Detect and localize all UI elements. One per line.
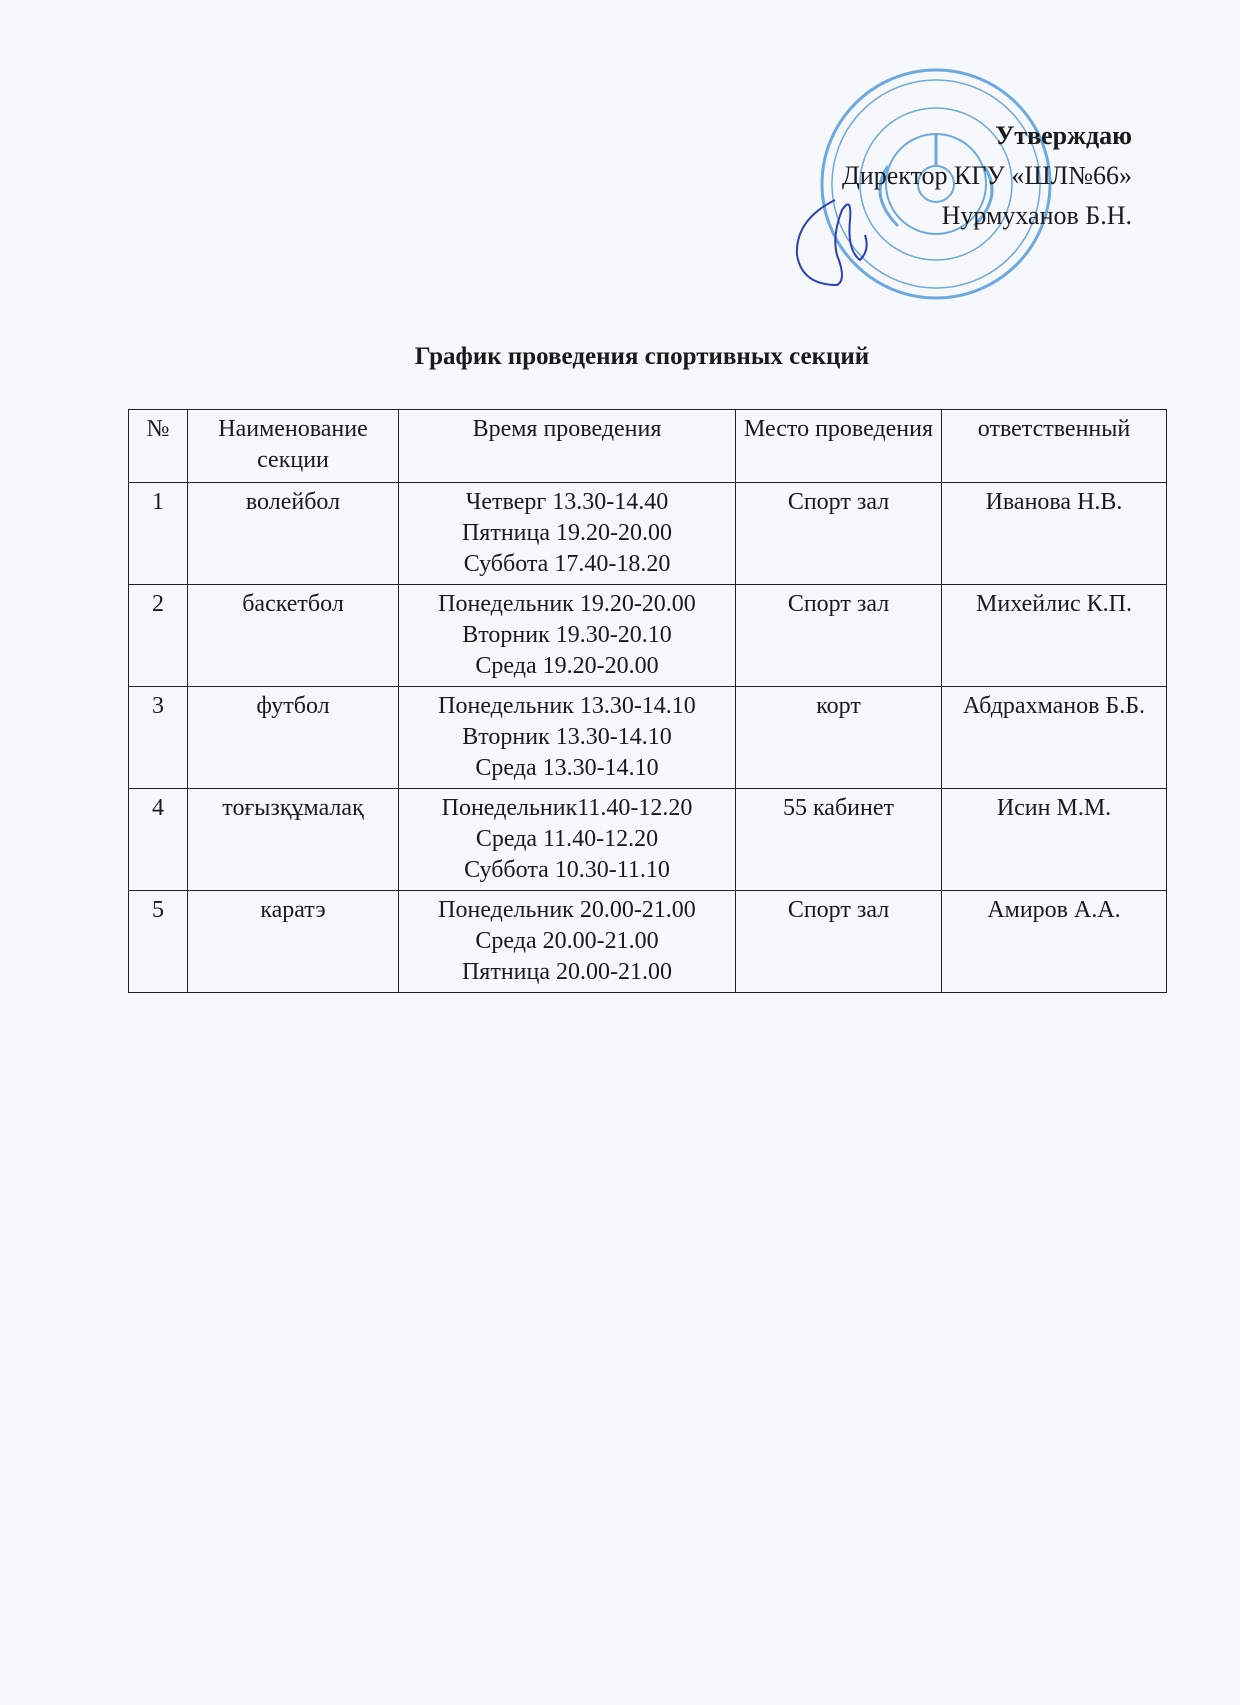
table-row [129, 789, 1167, 891]
schedule-times [399, 789, 736, 891]
place: Спорт зал [736, 585, 942, 687]
approval-heading: Утверждаю [995, 121, 1132, 150]
responsible-person: Амиров А.А. [942, 891, 1167, 993]
table-header-row [129, 410, 1167, 483]
table-row [129, 483, 1167, 585]
schedule-times [399, 891, 736, 993]
responsible-person: Исин М.М. [942, 789, 1167, 891]
row-number: 1 [129, 483, 188, 585]
section-name: волейбол [188, 483, 399, 585]
schedule-time: Вторник 13.30-14.10 [462, 724, 672, 750]
header-time: Время проведения [399, 410, 736, 483]
place: корт [736, 687, 942, 789]
schedule-times [399, 585, 736, 687]
schedule-time: Понедельник11.40-12.20 [441, 795, 693, 821]
table-row [129, 585, 1167, 687]
schedule-time: Среда 19.20-20.00 [475, 653, 659, 679]
header-num: № [129, 410, 188, 483]
responsible-person: Михейлис К.П. [942, 585, 1167, 687]
schedule-table [128, 409, 1167, 993]
schedule-time: Понедельник 19.20-20.00 [438, 591, 696, 617]
place: 55 кабинет [736, 789, 942, 891]
header-place: Место проведения [736, 410, 942, 483]
approver-name: Нурмуханов Б.Н. [941, 201, 1132, 230]
table-row [129, 687, 1167, 789]
place: Спорт зал [736, 483, 942, 585]
schedule-time: Среда 13.30-14.10 [475, 755, 659, 781]
document-title: График проведения спортивных секций [414, 343, 870, 370]
schedule-time: Суббота 17.40-18.20 [463, 551, 671, 577]
schedule-time: Среда 11.40-12.20 [475, 826, 659, 852]
header-section: Наименование секции [188, 410, 399, 483]
table-row [129, 891, 1167, 993]
row-number: 4 [129, 789, 188, 891]
schedule-time: Четверг 13.30-14.40 [465, 489, 669, 515]
schedule-times [399, 687, 736, 789]
schedule-time: Понедельник 13.30-14.10 [438, 693, 696, 719]
schedule-time: Понедельник 20.00-21.00 [438, 897, 696, 923]
responsible-person: Абдрахманов Б.Б. [942, 687, 1167, 789]
section-name: баскетбол [188, 585, 399, 687]
row-number: 2 [129, 585, 188, 687]
section-name: каратэ [188, 891, 399, 993]
approver-position: Директор КГУ «ШЛ№66» [842, 161, 1132, 190]
header-responsible: ответственный [942, 410, 1167, 483]
schedule-times [399, 483, 736, 585]
schedule-time: Вторник 19.30-20.10 [462, 622, 672, 648]
responsible-person: Иванова Н.В. [942, 483, 1167, 585]
schedule-time: Пятница 20.00-21.00 [461, 959, 673, 985]
schedule-time: Пятница 19.20-20.00 [461, 520, 673, 546]
signature [795, 190, 905, 290]
section-name: тоғызқұмалақ [188, 789, 399, 891]
row-number: 3 [129, 687, 188, 789]
row-number: 5 [129, 891, 188, 993]
schedule-time: Среда 20.00-21.00 [475, 928, 659, 954]
place: Спорт зал [736, 891, 942, 993]
section-name: футбол [188, 687, 399, 789]
schedule-time: Суббота 10.30-11.10 [464, 857, 670, 883]
